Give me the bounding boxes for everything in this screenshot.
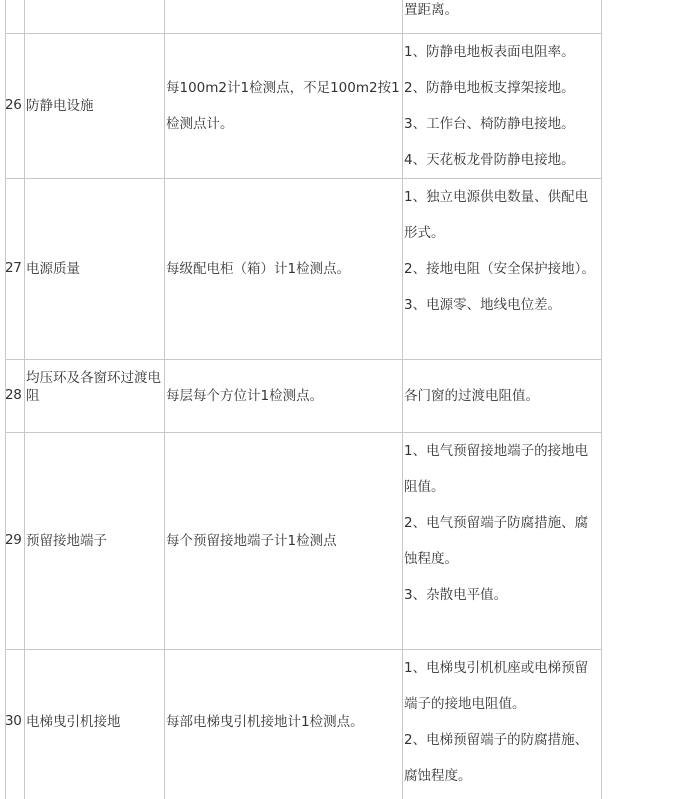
inspection-item: 2、电梯预留端子的防腐措施、腐蚀程度。 (404, 732, 589, 784)
inspection-item: 2、电气预留端子防腐措施、腐蚀程度。 (404, 515, 589, 567)
inspection-items (404, 0, 596, 28)
inspection-items (404, 34, 596, 178)
inspection-item: 3、杂散电平值。 (404, 587, 508, 603)
inspection-item: 1、防静电地板表面电阻率。 (404, 44, 575, 60)
table-row (5, 178, 602, 359)
detection-basis: 每部电梯曳引机接地计1检测点。 (166, 714, 364, 730)
detection-basis: 每100m2计1检测点，不足100m2按1检测点计。 (166, 80, 400, 132)
item-name: 电源质量 (26, 261, 80, 277)
inspection-item: 1、电梯曳引机机座或电梯预留端子的接地电阻值。 (404, 660, 589, 712)
inspection-items (404, 433, 596, 613)
row-number: 27 (5, 260, 22, 276)
table-row (5, 649, 602, 799)
detection-basis: 每个预留接地端子计1检测点 (166, 533, 337, 549)
inspection-item: 4、天花板龙骨防静电接地。 (404, 152, 575, 168)
inspection-item: 2、防静电地板支撑架接地。 (404, 80, 575, 96)
inspection-items (404, 179, 596, 323)
detection-basis: 每级配电柜（箱）计1检测点。 (166, 261, 351, 277)
item-name: 防静电设施 (26, 98, 94, 114)
inspection-item: 3、电源零、地线电位差。 (404, 297, 562, 313)
inspection-item: 置距离。 (404, 2, 458, 18)
row-number: 28 (5, 387, 22, 403)
table-row (5, 0, 602, 33)
table-row (5, 432, 602, 649)
inspection-items (404, 650, 596, 794)
inspection-item: 3、工作台、椅防静电接地。 (404, 116, 575, 132)
table-row (5, 359, 602, 432)
inspection-item: 各门窗的过渡电阻值。 (404, 388, 539, 404)
inspection-item: 2、接地电阻（安全保护接地）。 (404, 261, 595, 277)
item-name: 电梯曳引机接地 (26, 714, 121, 730)
row-number: 30 (5, 713, 22, 729)
inspection-item: 1、独立电源供电数量、供配电形式。 (404, 189, 589, 241)
item-name: 均压环及各窗环过渡电阻 (26, 370, 161, 404)
detection-basis: 每层每个方位计1检测点。 (166, 388, 324, 404)
table-row (5, 33, 602, 178)
item-name: 预留接地端子 (26, 533, 107, 549)
inspection-item: 1、电气预留接地端子的接地电阻值。 (404, 443, 589, 495)
row-number: 26 (5, 97, 22, 113)
row-number: 29 (5, 532, 22, 548)
inspection-items (404, 378, 596, 414)
